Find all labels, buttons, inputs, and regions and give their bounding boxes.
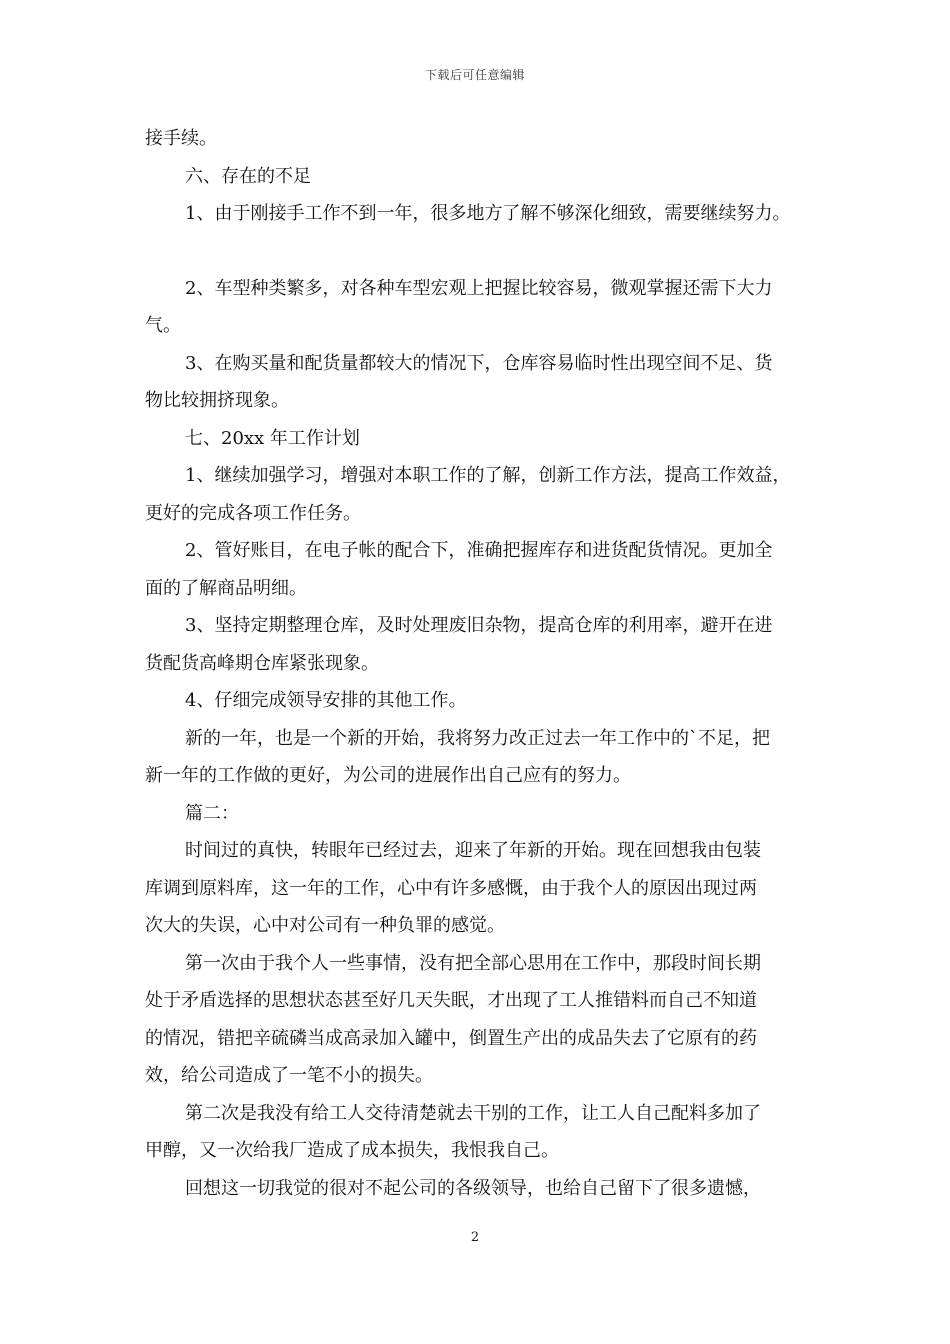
- document-body: [145, 120, 815, 1207]
- page-number: 2: [470, 1230, 480, 1245]
- text-line: 1、继续加强学习，增强对本职工作的了解，创新工作方法，提高工作效益，: [185, 465, 791, 486]
- text-line: 更好的完成各项工作任务。: [145, 502, 361, 524]
- text-line: 面的了解商品明细。: [145, 577, 307, 599]
- text-line: 甲醇，又一次给我厂造成了成本损失，我恨我自己。: [145, 1140, 559, 1161]
- text-line: 库调到原料库，这一年的工作，心中有许多感慨，由于我个人的原因出现过两: [145, 877, 757, 899]
- text-line: 气。: [145, 315, 181, 336]
- text-line: 物比较拥挤现象。: [145, 390, 289, 411]
- text-line: 效，给公司造成了一笔不小的损失。: [145, 1065, 433, 1086]
- text-line: 次大的失误，心中对公司有一种负罪的感觉。: [145, 915, 505, 936]
- section-heading-part-two: 篇二：: [185, 802, 239, 824]
- text-line: 回想这一切我觉的很对不起公司的各级领导，也给自己留下了很多遗憾，: [185, 1177, 761, 1199]
- text-line: 2、管好账目，在电子帐的配合下，准确把握库存和进货配货情况。更加全: [185, 540, 773, 561]
- text-line: 处于矛盾选择的思想状态甚至好几天失眠，才出现了工人推错料而自己不知道: [145, 990, 757, 1011]
- text-line: 新一年的工作做的更好，为公司的进展作出自己应有的努力。: [145, 765, 631, 786]
- text-line: 第二次是我没有给工人交待清楚就去干别的工作，让工人自己配料多加了: [185, 1102, 761, 1124]
- text-line: 第一次由于我个人一些事情，没有把全部心思用在工作中，那段时间长期: [185, 952, 761, 974]
- text-line: 4、仔细完成领导安排的其他工作。: [185, 690, 467, 711]
- text-line: 3、在购买量和配货量都较大的情况下，仓库容易临时性出现空间不足、货: [185, 352, 773, 374]
- text-line: 1、由于刚接手工作不到一年，很多地方了解不够深化细致，需要继续努力。: [185, 203, 791, 224]
- text-line: 接手续。: [145, 128, 217, 149]
- page-header: 下载后可任意编辑: [424, 68, 525, 82]
- section-heading-work-plan: 七、20xx 年工作计划: [185, 427, 360, 449]
- text-line: 时间过的真快，转眼年已经过去，迎来了年新的开始。现在回想我由包装: [185, 840, 761, 861]
- text-line: 的情况，错把辛硫磷当成高录加入罐中，倒置生产出的成品失去了它原有的药: [145, 1027, 757, 1049]
- text-line: 货配货高峰期仓库紧张现象。: [145, 652, 379, 674]
- text-line: 3、坚持定期整理仓库，及时处理废旧杂物，提高仓库的利用率，避开在进: [185, 615, 773, 636]
- section-heading-shortcomings: 六、存在的不足: [185, 165, 311, 187]
- text-line: 新的一年，也是一个新的开始，我将努力改正过去一年工作中的`不足，把: [185, 727, 770, 749]
- text-line: 2、车型种类繁多，对各种车型宏观上把握比较容易，微观掌握还需下大力: [185, 277, 773, 299]
